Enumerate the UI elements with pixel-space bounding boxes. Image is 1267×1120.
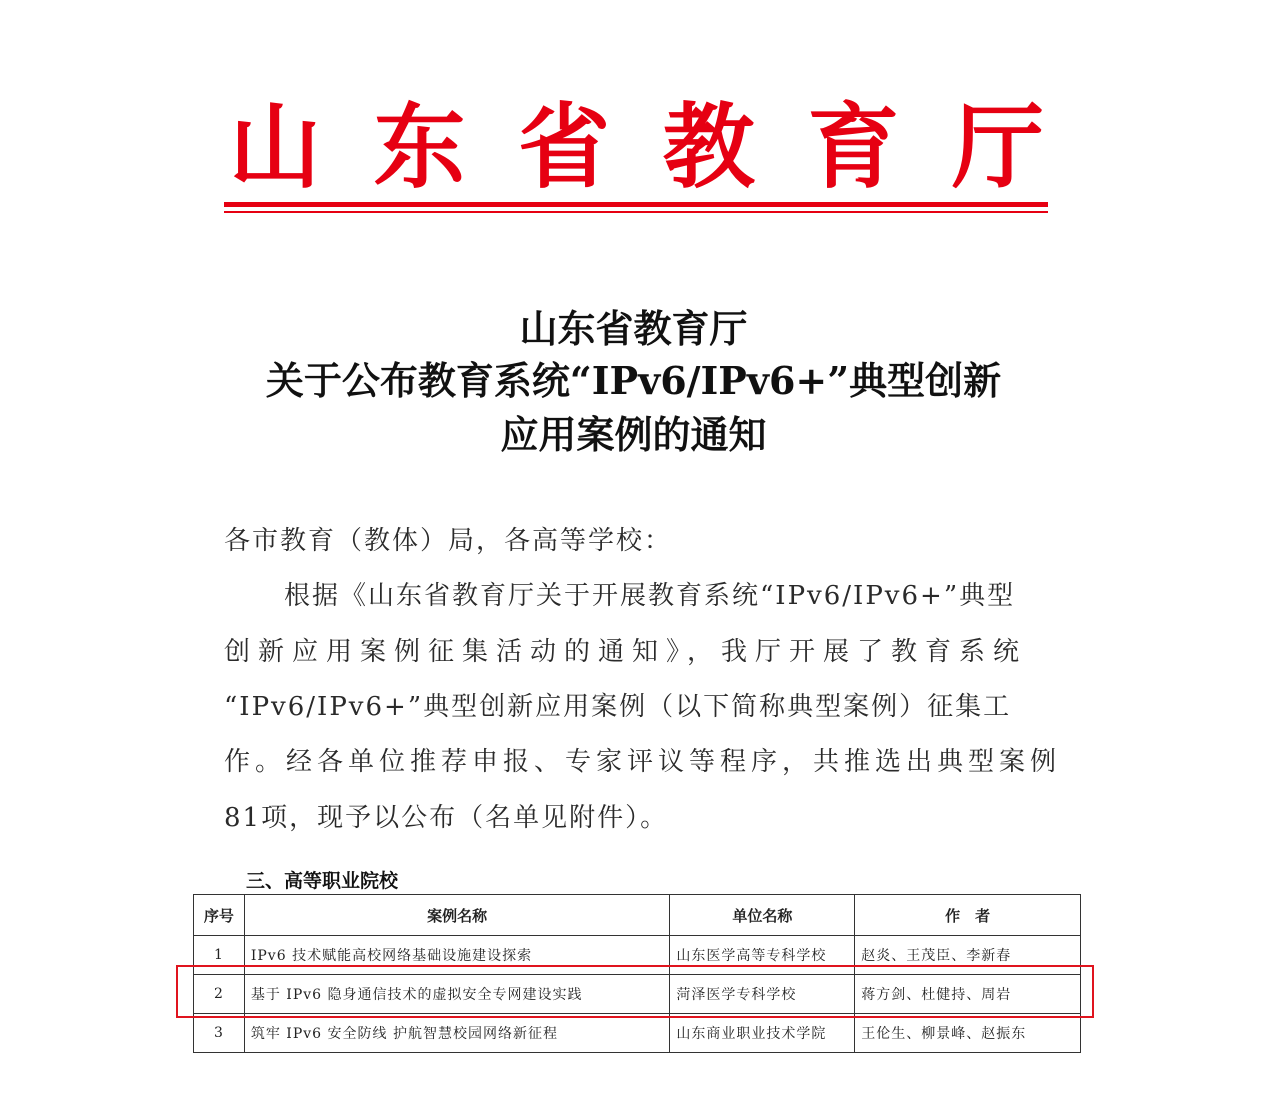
highlight-box <box>176 965 1094 1018</box>
cell-index: 2 <box>194 975 245 1014</box>
cell-authors: 王伦生、柳景峰、赵振东 <box>855 1014 1081 1053</box>
col-header-unit-name: 单位名称 <box>670 895 855 936</box>
col-header-authors: 作 者 <box>855 895 1081 936</box>
cell-unit-name: 菏泽医学专科学校 <box>670 975 855 1014</box>
body-line: 创新应用案例征集活动的通知》，我厅开展了教育系统 <box>224 637 1028 667</box>
body-line: 根据《山东省教育厅关于开展教育系统“IPv6/IPv6+”典型 <box>284 581 1016 611</box>
cell-case-name: 筑牢 IPv6 安全防线 护航智慧校园网络新征程 <box>244 1014 670 1053</box>
cell-case-name: IPv6 技术赋能高校网络基础设施建设探索 <box>244 936 670 975</box>
table-header-row <box>194 895 1081 936</box>
doc-title-line-2: 关于公布教育系统“IPv6/IPv6+”典型创新 <box>265 358 1002 403</box>
table-row <box>194 1014 1081 1053</box>
cell-unit-name: 山东医学高等专科学校 <box>670 936 855 975</box>
masthead-char: 省 <box>518 93 611 201</box>
masthead-char: 教 <box>662 93 755 201</box>
masthead-char: 育 <box>807 93 900 201</box>
doc-title-line-1: 山东省教育厅 <box>519 306 748 351</box>
cell-index: 1 <box>194 936 245 975</box>
header-rule-thick <box>224 202 1048 207</box>
masthead-char: 厅 <box>951 93 1044 201</box>
salutation: 各市教育（教体）局，各高等学校： <box>224 526 673 556</box>
section-title: 三、高等职业院校 <box>246 870 399 892</box>
cell-case-name: 基于 IPv6 隐身通信技术的虚拟安全专网建设实践 <box>244 975 670 1014</box>
masthead <box>225 85 1048 201</box>
masthead-char: 山 <box>228 93 321 201</box>
col-header-index: 序号 <box>194 895 245 936</box>
doc-title-line-3: 应用案例的通知 <box>500 412 767 457</box>
masthead-char: 东 <box>373 93 466 201</box>
body-line: 作。经各单位推荐申报、专家评议等程序，共推选出典型案例 <box>224 747 1062 777</box>
body-line: “IPv6/IPv6+”典型创新应用案例（以下简称典型案例）征集工 <box>224 692 1012 722</box>
col-header-case-name: 案例名称 <box>244 895 670 936</box>
body-line: 81项，现予以公布（名单见附件）。 <box>224 803 669 833</box>
cell-authors: 赵炎、王茂臣、李新春 <box>855 936 1081 975</box>
cell-index: 3 <box>194 1014 245 1053</box>
header-rule-thin <box>224 211 1048 213</box>
cell-unit-name: 山东商业职业技术学院 <box>670 1014 855 1053</box>
cell-authors: 蒋方剑、杜健持、周岩 <box>855 975 1081 1014</box>
